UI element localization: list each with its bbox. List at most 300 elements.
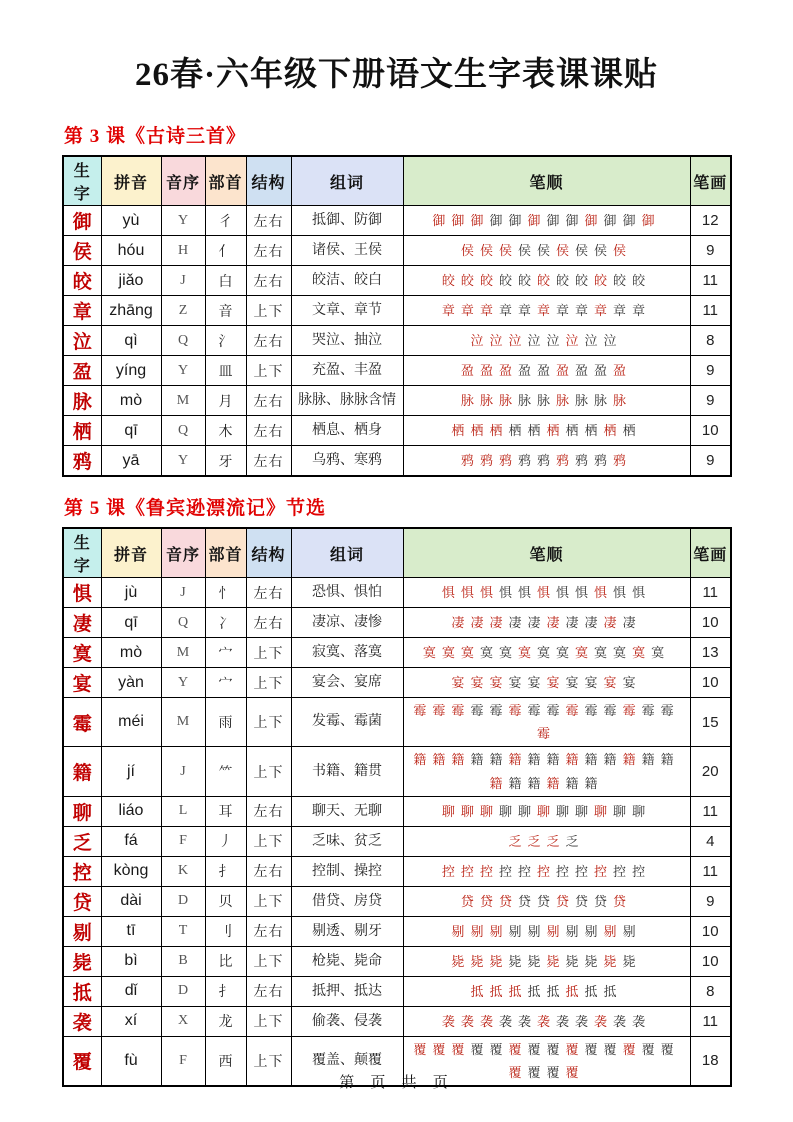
stroke-count-cell: 11 [690,296,731,326]
initial-cell: J [161,747,205,796]
stroke-step-glyph: 贷 [536,893,550,909]
lesson-5-heading: 第 5 课《鲁宾逊漂流记》节选 [64,498,327,519]
char-cell: 皎 [63,266,101,296]
stroke-step-glyph: 籍 [546,775,560,791]
stroke-step-glyph: 剔 [565,923,579,939]
stroke-step-glyph: 袭 [594,1013,608,1029]
table-row [63,886,731,916]
stroke-step-glyph: 聊 [613,803,627,819]
char-cell: 宴 [63,668,101,698]
initial-cell: K [161,856,205,886]
table-body [63,578,731,1087]
stroke-step-glyph: 霉 [622,703,636,718]
stroke-step-glyph: 袭 [613,1013,627,1029]
column-header: 生字 [63,156,101,206]
words-cell: 乏味、贫乏 [291,826,403,856]
stroke-step-glyph: 覆 [641,1041,655,1057]
table-row [63,446,731,477]
column-header: 笔画 [690,528,731,578]
stroke-step-glyph: 惧 [460,584,474,600]
stroke-step-glyph: 鸦 [498,452,512,468]
stroke-order-cell [403,356,690,386]
column-header: 生字 [63,528,101,578]
stroke-step-glyph: 籍 [565,775,579,791]
stroke-step-glyph: 剔 [603,923,617,939]
stroke-step-glyph: 剔 [584,923,598,939]
stroke-step-glyph: 凄 [470,614,484,630]
char-cell: 侯 [63,236,101,266]
stroke-step-glyph: 霉 [489,703,503,718]
radical-cell: 刂 [205,916,246,946]
stroke-step-glyph: 泣 [489,332,503,348]
stroke-step-glyph: 宴 [489,674,503,690]
stroke-step-glyph: 覆 [489,1041,503,1057]
char-cell: 凄 [63,608,101,638]
stroke-step-glyph: 抵 [508,983,522,999]
stroke-step-glyph: 脉 [479,392,493,408]
stroke-step-glyph: 聊 [479,803,493,819]
stroke-step-glyph: 霉 [641,703,655,718]
stroke-step-glyph: 鸦 [556,452,570,468]
stroke-step-glyph: 袭 [575,1013,589,1029]
radical-cell: 西 [205,1036,246,1086]
stroke-step-glyph: 控 [575,863,589,879]
stroke-step-glyph: 皎 [632,272,646,288]
stroke-step-glyph: 侯 [613,242,627,258]
table-row [63,698,731,747]
stroke-count-cell: 9 [690,236,731,266]
structure-cell: 上下 [246,1036,291,1086]
char-cell: 惧 [63,578,101,608]
stroke-step-glyph: 凄 [603,614,617,630]
stroke-step-glyph: 章 [536,302,550,318]
stroke-order-cell [403,747,690,796]
char-cell: 剔 [63,916,101,946]
stroke-step-glyph: 聊 [594,803,608,819]
stroke-step-glyph: 栖 [584,422,598,438]
structure-cell: 左右 [246,446,291,477]
radical-cell: 龙 [205,1006,246,1036]
stroke-step-glyph: 籍 [584,752,598,768]
initial-cell: Y [161,206,205,236]
stroke-step-glyph: 御 [546,212,560,228]
radical-cell: 白 [205,266,246,296]
stroke-step-glyph: 章 [441,302,455,318]
stroke-step-glyph: 籍 [527,775,541,791]
structure-cell: 左右 [246,386,291,416]
char-cell: 乏 [63,826,101,856]
stroke-step-glyph: 袭 [517,1013,531,1029]
initial-cell: D [161,976,205,1006]
stroke-step-glyph: 袭 [632,1013,646,1029]
table-row [63,668,731,698]
stroke-count-cell: 8 [690,976,731,1006]
char-cell: 御 [63,206,101,236]
stroke-step-glyph: 抵 [489,983,503,999]
column-header: 部首 [205,528,246,578]
stroke-step-glyph: 章 [575,302,589,318]
stroke-step-glyph: 籍 [565,752,579,768]
initial-cell: Y [161,668,205,698]
stroke-step-glyph: 脉 [517,392,531,408]
radical-cell: 亻 [205,236,246,266]
stroke-step-glyph: 寞 [632,644,646,660]
radical-cell: 扌 [205,856,246,886]
stroke-step-glyph: 侯 [460,242,474,258]
stroke-step-glyph: 覆 [565,1064,579,1080]
stroke-step-glyph: 抵 [546,983,560,999]
stroke-step-glyph: 泣 [508,332,522,348]
stroke-step-glyph: 盈 [613,362,627,378]
stroke-step-glyph: 侯 [556,242,570,258]
radical-cell: 彳 [205,206,246,236]
stroke-step-glyph: 御 [451,212,465,228]
stroke-step-glyph: 抵 [565,983,579,999]
stroke-step-glyph: 乏 [527,833,541,849]
words-cell: 栖息、栖身 [291,416,403,446]
page-footer: 第 页 共 页 [339,1074,454,1091]
char-cell: 控 [63,856,101,886]
stroke-step-glyph: 寞 [422,644,436,660]
stroke-step-glyph: 泣 [603,332,617,348]
stroke-step-glyph: 凄 [508,614,522,630]
stroke-step-glyph: 鸦 [460,452,474,468]
stroke-step-glyph: 盈 [479,362,493,378]
char-cell: 盈 [63,356,101,386]
char-cell: 贷 [63,886,101,916]
stroke-step-glyph: 寞 [460,644,474,660]
table-row [63,578,731,608]
stroke-step-glyph: 鸦 [594,452,608,468]
stroke-step-glyph: 惧 [441,584,455,600]
initial-cell: M [161,638,205,668]
stroke-step-glyph: 泣 [546,332,560,348]
stroke-count-cell: 13 [690,638,731,668]
table-row [63,1006,731,1036]
stroke-step-glyph: 御 [603,212,617,228]
stroke-step-glyph: 皎 [556,272,570,288]
stroke-step-glyph: 宴 [546,674,560,690]
stroke-step-glyph: 侯 [517,242,531,258]
table-row [63,916,731,946]
column-header: 拼音 [101,528,161,578]
stroke-step-glyph: 皎 [575,272,589,288]
radical-cell: 音 [205,296,246,326]
structure-cell: 左右 [246,578,291,608]
words-cell: 偷袭、侵袭 [291,1006,403,1036]
stroke-step-glyph: 剔 [470,923,484,939]
stroke-count-cell: 12 [690,206,731,236]
stroke-step-glyph: 覆 [508,1064,522,1080]
stroke-step-glyph: 盈 [460,362,474,378]
table-row [63,826,731,856]
table-header [63,528,731,578]
stroke-step-glyph: 章 [556,302,570,318]
table-row [63,326,731,356]
char-cell: 鸦 [63,446,101,477]
stroke-step-glyph: 毙 [508,953,522,969]
stroke-step-glyph: 覆 [527,1064,541,1080]
stroke-step-glyph: 栖 [527,422,541,438]
stroke-step-glyph: 聊 [556,803,570,819]
stroke-step-glyph: 覆 [527,1041,541,1057]
stroke-order-cell [403,668,690,698]
stroke-step-glyph: 籍 [527,752,541,768]
stroke-step-glyph: 侯 [575,242,589,258]
radical-cell: 月 [205,386,246,416]
stroke-step-glyph: 籍 [470,752,484,768]
pinyin-cell: qì [101,326,161,356]
pinyin-cell: yíng [101,356,161,386]
stroke-step-glyph: 栖 [489,422,503,438]
stroke-step-glyph: 脉 [613,392,627,408]
stroke-step-glyph: 控 [556,863,570,879]
radical-cell: 丿 [205,826,246,856]
stroke-order-cell [403,416,690,446]
pinyin-cell: jiǎo [101,266,161,296]
stroke-step-glyph: 贷 [613,893,627,909]
stroke-count-cell: 11 [690,1006,731,1036]
radical-cell: 耳 [205,796,246,826]
structure-cell: 左右 [246,856,291,886]
stroke-step-glyph: 控 [632,863,646,879]
stroke-step-glyph: 毙 [451,953,465,969]
stroke-count-cell: 4 [690,826,731,856]
structure-cell: 左右 [246,916,291,946]
stroke-step-glyph: 毙 [584,953,598,969]
initial-cell: B [161,946,205,976]
stroke-step-glyph: 霉 [584,703,598,718]
stroke-step-glyph: 脉 [556,392,570,408]
stroke-step-glyph: 凄 [489,614,503,630]
stroke-step-glyph: 贷 [498,893,512,909]
stroke-step-glyph: 寞 [575,644,589,660]
initial-cell: M [161,386,205,416]
char-cell: 泣 [63,326,101,356]
structure-cell: 上下 [246,698,291,747]
pinyin-cell: xí [101,1006,161,1036]
stroke-step-glyph: 贷 [575,893,589,909]
stroke-step-glyph: 鸦 [517,452,531,468]
stroke-step-glyph: 聊 [498,803,512,819]
stroke-step-glyph: 栖 [508,422,522,438]
stroke-step-glyph: 惧 [536,584,550,600]
stroke-step-glyph: 籍 [641,752,655,768]
char-cell: 袭 [63,1006,101,1036]
stroke-step-glyph: 覆 [660,1041,674,1057]
stroke-count-cell: 11 [690,796,731,826]
stroke-step-glyph: 脉 [460,392,474,408]
stroke-step-glyph: 栖 [565,422,579,438]
stroke-order-cell [403,1006,690,1036]
structure-cell: 左右 [246,796,291,826]
stroke-step-glyph: 贷 [479,893,493,909]
words-cell: 剔透、剔牙 [291,916,403,946]
column-header: 结构 [246,156,291,206]
radical-cell: 扌 [205,976,246,1006]
stroke-count-cell: 9 [690,886,731,916]
stroke-step-glyph: 籍 [508,752,522,768]
stroke-order-cell [403,856,690,886]
stroke-order-cell [403,976,690,1006]
stroke-step-glyph: 惧 [556,584,570,600]
stroke-step-glyph: 寞 [479,644,493,660]
initial-cell: Q [161,326,205,356]
stroke-step-glyph: 脉 [575,392,589,408]
stroke-step-glyph: 惧 [594,584,608,600]
radical-cell: 木 [205,416,246,446]
words-cell: 皎洁、皎白 [291,266,403,296]
structure-cell: 上下 [246,668,291,698]
stroke-step-glyph: 控 [441,863,455,879]
structure-cell: 左右 [246,236,291,266]
radical-cell: 冫 [205,608,246,638]
stroke-count-cell: 9 [690,356,731,386]
initial-cell: Z [161,296,205,326]
stroke-step-glyph: 泣 [470,332,484,348]
stroke-step-glyph: 皎 [441,272,455,288]
table-row [63,796,731,826]
pinyin-cell: zhāng [101,296,161,326]
stroke-step-glyph: 寞 [594,644,608,660]
stroke-step-glyph: 控 [498,863,512,879]
initial-cell: J [161,578,205,608]
stroke-step-glyph: 御 [432,212,446,228]
radical-cell: 贝 [205,886,246,916]
words-cell: 哭泣、抽泣 [291,326,403,356]
stroke-step-glyph: 鸦 [575,452,589,468]
stroke-step-glyph: 覆 [546,1064,560,1080]
initial-cell: Q [161,608,205,638]
stroke-count-cell: 15 [690,698,731,747]
structure-cell: 左右 [246,326,291,356]
stroke-step-glyph: 袭 [556,1013,570,1029]
stroke-step-glyph: 惧 [498,584,512,600]
stroke-step-glyph: 御 [565,212,579,228]
words-cell: 控制、操控 [291,856,403,886]
words-cell: 抵御、防御 [291,206,403,236]
pinyin-cell: bì [101,946,161,976]
stroke-step-glyph: 惧 [479,584,493,600]
stroke-step-glyph: 毙 [489,953,503,969]
stroke-step-glyph: 皎 [460,272,474,288]
table-row [63,416,731,446]
stroke-order-cell [403,266,690,296]
stroke-order-cell [403,826,690,856]
column-header: 笔顺 [403,528,690,578]
stroke-step-glyph: 寞 [651,644,665,660]
stroke-step-glyph: 栖 [603,422,617,438]
stroke-step-glyph: 栖 [546,422,560,438]
page-content [0,121,793,1087]
stroke-step-glyph: 霉 [536,726,550,742]
char-cell: 霉 [63,698,101,747]
stroke-step-glyph: 聊 [575,803,589,819]
stroke-step-glyph: 寞 [556,644,570,660]
stroke-count-cell: 10 [690,416,731,446]
table-header [63,156,731,206]
stroke-order-cell [403,296,690,326]
stroke-step-glyph: 覆 [546,1041,560,1057]
stroke-step-glyph: 凄 [546,614,560,630]
header-row [63,528,731,578]
stroke-step-glyph: 凄 [565,614,579,630]
radical-cell: 雨 [205,698,246,747]
stroke-step-glyph: 御 [527,212,541,228]
initial-cell: Q [161,416,205,446]
stroke-step-glyph: 抵 [470,983,484,999]
table-row [63,266,731,296]
char-cell: 籍 [63,747,101,796]
table-row [63,608,731,638]
stroke-order-cell [403,946,690,976]
stroke-step-glyph: 御 [470,212,484,228]
stroke-step-glyph: 皎 [536,272,550,288]
stroke-step-glyph: 控 [479,863,493,879]
pinyin-cell: hóu [101,236,161,266]
stroke-step-glyph: 侯 [479,242,493,258]
stroke-step-glyph: 霉 [470,703,484,718]
words-cell: 宴会、宴席 [291,668,403,698]
stroke-step-glyph: 寞 [536,644,550,660]
structure-cell: 上下 [246,747,291,796]
stroke-step-glyph: 章 [498,302,512,318]
initial-cell: T [161,916,205,946]
stroke-step-glyph: 贷 [594,893,608,909]
stroke-step-glyph: 鸦 [536,452,550,468]
column-header: 组词 [291,528,403,578]
words-cell: 充盈、丰盈 [291,356,403,386]
stroke-step-glyph: 控 [594,863,608,879]
stroke-step-glyph: 侯 [536,242,550,258]
structure-cell: 上下 [246,946,291,976]
radical-cell: 忄 [205,578,246,608]
stroke-step-glyph: 籍 [451,752,465,768]
stroke-step-glyph: 惧 [613,584,627,600]
stroke-step-glyph: 袭 [479,1013,493,1029]
pinyin-cell: tī [101,916,161,946]
stroke-step-glyph: 盈 [536,362,550,378]
stroke-order-cell [403,638,690,668]
stroke-step-glyph: 控 [517,863,531,879]
stroke-step-glyph: 皎 [479,272,493,288]
column-header: 结构 [246,528,291,578]
char-cell: 脉 [63,386,101,416]
pinyin-cell: fá [101,826,161,856]
stroke-step-glyph: 寞 [441,644,455,660]
stroke-step-glyph: 鸦 [613,452,627,468]
vocab-table-lesson-5 [62,527,732,1087]
initial-cell: M [161,698,205,747]
words-cell: 聊天、无聊 [291,796,403,826]
stroke-step-glyph: 章 [632,302,646,318]
initial-cell: L [161,796,205,826]
stroke-step-glyph: 盈 [575,362,589,378]
stroke-step-glyph: 毙 [527,953,541,969]
stroke-step-glyph: 抵 [584,983,598,999]
words-cell: 恐惧、惧怕 [291,578,403,608]
stroke-step-glyph: 章 [517,302,531,318]
stroke-step-glyph: 凄 [527,614,541,630]
char-cell: 栖 [63,416,101,446]
table-row [63,386,731,416]
stroke-step-glyph: 剔 [527,923,541,939]
stroke-step-glyph: 霉 [603,703,617,718]
initial-cell: Y [161,356,205,386]
table-body [63,206,731,477]
stroke-step-glyph: 宴 [451,674,465,690]
pinyin-cell: jù [101,578,161,608]
